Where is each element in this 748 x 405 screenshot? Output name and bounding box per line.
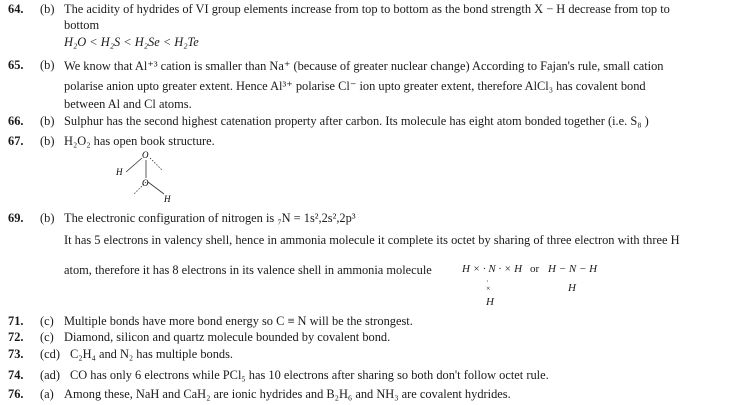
answer-option: (b) — [40, 114, 55, 128]
explanation-line: between Al and Cl atoms. — [64, 97, 192, 111]
question-number: 66. — [8, 114, 24, 128]
question-number: 71. — [8, 314, 24, 328]
explanation-line: Among these, NaH and CaH₂ are ionic hydrides and B₂H₆ and NH₃ are covalent hydrides. — [64, 387, 511, 401]
question-number: 76. — [8, 387, 24, 401]
bond-o-h — [148, 182, 164, 194]
acidity-order-formula: H₂O < H₂S < H₂Se < H₂Te — [64, 35, 199, 49]
explanation-line: H₂O₂ has open book structure. — [64, 134, 215, 148]
answer-option: (cd) — [40, 347, 60, 361]
ammonia-lewis-formula: H × · N · × H — [462, 263, 523, 275]
question-number: 67. — [8, 134, 24, 148]
question-number: 69. — [8, 211, 24, 225]
ammonia-structural-lower-h: H — [568, 282, 576, 294]
atom-label-o: O — [142, 150, 149, 160]
answer-option: (b) — [40, 2, 55, 16]
answer-option: (ad) — [40, 368, 60, 382]
question-number: 73. — [8, 347, 24, 361]
or-label: or — [530, 263, 540, 275]
explanation-line: The electronic configuration of nitrogen is ₇N = 1s²,2s²,2p³ — [64, 211, 356, 225]
explanation-line: The acidity of hydrides of VI group elements increase from top to bottom as the bond strength X − H decrease from top to — [64, 2, 670, 16]
atom-label-o: O — [142, 178, 149, 188]
answer-option: (a) — [40, 387, 54, 401]
explanation-line: bottom — [64, 18, 100, 32]
atom-label-h: H — [164, 194, 171, 202]
explanation-line: polarise anion upto greater extent. Hence Al³⁺ polarise Cl⁻ ion upto greater extent, therefore AlCl₃ has covalent bond — [64, 79, 646, 93]
answer-option: (c) — [40, 314, 54, 328]
ammonia-structural-formula: H − N − H — [548, 263, 598, 275]
ammonia-lewis-lower-h: H — [486, 296, 494, 308]
question-number: 74. — [8, 368, 24, 382]
question-number: 72. — [8, 330, 24, 344]
answer-option: (c) — [40, 330, 54, 344]
atom-label-h: H — [116, 167, 123, 177]
explanation-line: atom, therefore it has 8 electrons in its valence shell in ammonia molecule — [64, 263, 432, 277]
explanation-line: We know that Al⁺³ cation is smaller than Na⁺ (because of greater nuclear change) According to Fajan's rule, small cation — [64, 59, 664, 73]
answer-option: (b) — [40, 211, 55, 225]
explanation-line: Sulphur has the second highest catenation property after carbon. Its molecule has eight atom bonded together (i.e. S₈ ) — [64, 114, 649, 128]
answer-option: (b) — [40, 134, 55, 148]
explanation-line: It has 5 electrons in valency shell, hence in ammonia molecule it complete its octet by sharing of three electron with three H — [64, 233, 680, 247]
dashed-bond — [150, 158, 162, 170]
bond-h-o — [126, 158, 142, 172]
explanation-line: CO has only 6 electrons while PCl₅ has 10 electrons after sharing so both don't follow octet rule. — [70, 368, 549, 382]
explanation-line: Multiple bonds have more bond energy so C ≡ N will be the strongest. — [64, 314, 413, 328]
h2o2-structure-diagram — [108, 150, 188, 202]
explanation-line: C₂H₄ and N₂ has multiple bonds. — [70, 347, 234, 361]
question-number: 64. — [8, 2, 24, 16]
lewis-bond-marks: · × — [486, 277, 491, 293]
answer-option: (b) — [40, 58, 55, 72]
question-number: 65. — [8, 58, 24, 72]
explanation-line: Diamond, silicon and quartz molecule bounded by covalent bond. — [64, 330, 391, 344]
